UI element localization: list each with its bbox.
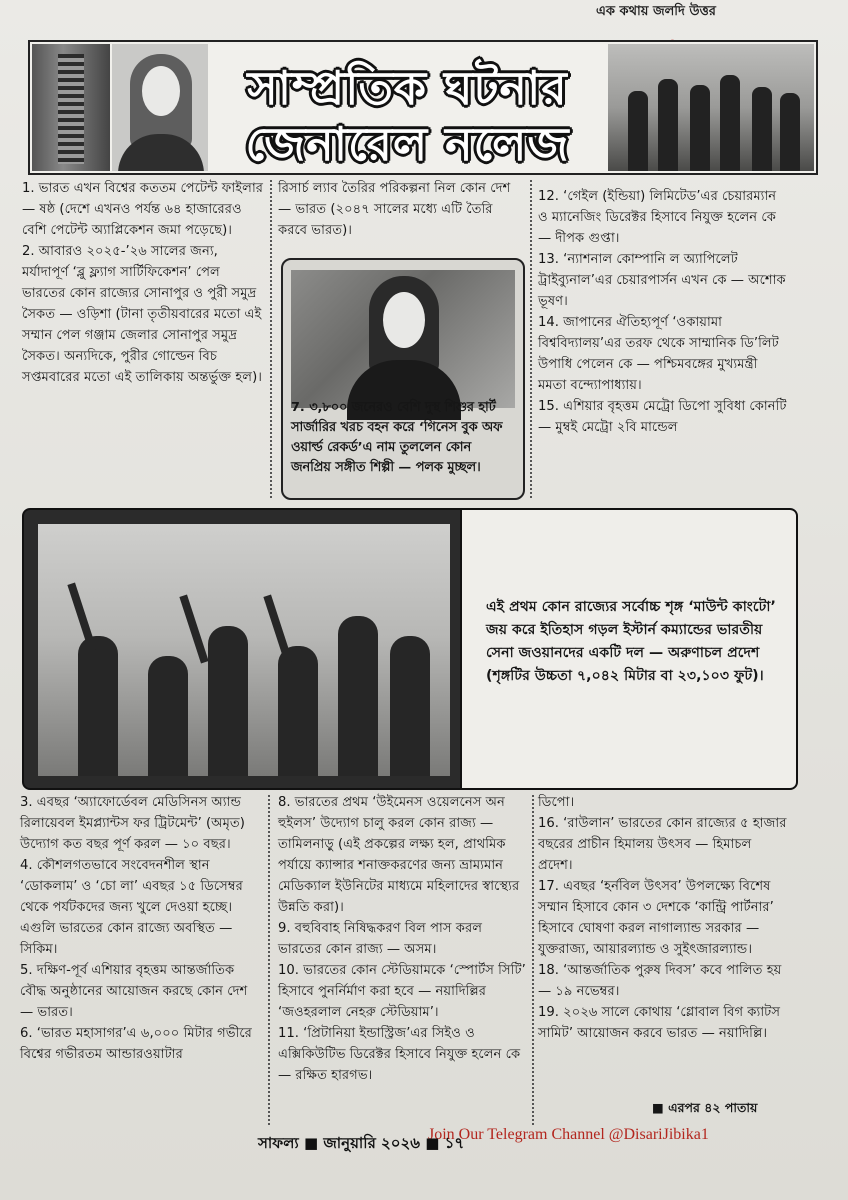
column-divider	[268, 795, 270, 1125]
column-divider	[532, 795, 534, 1125]
banner-title-line2: জেনারেল নলেজ	[245, 117, 570, 171]
singer-photo	[291, 270, 515, 408]
portrait-photo	[112, 44, 208, 171]
feature-question: এই প্রথম কোন রাজ্যের সর্বোচ্চ শৃঙ্গ ‘মাউন্ট কাংটো’ জয় করে ইতিহাস গড়ল ইস্টার্ন কম্যান্ডের ভারতীয় সেনা জওয়ানদের একটি দল — অরুণাচল প্রদেশ (শৃঙ্গটির উচ্চতা ৭,০৪২ মিটার বা ২৩,১০৩ ফুট)।	[486, 599, 776, 684]
bottom-column-1	[20, 792, 262, 1065]
question-13: 13. ‘ন্যাশনাল কোম্পানি ল অ্যাপিলেট ট্রাইব্যুনাল’এর চেয়ারপার্সন এখন কে — অশোক ভূষণ।	[538, 252, 786, 309]
question-4: 4. কৌশলগতভাবে সংবেদনশীল স্থান ‘ডোকলাম’ ও ‘চো লা’ এবছর ১৫ ডিসেম্বর থেকে পর্যটকদের জন্য খুলে দেওয়া হচ্ছে। এগুলি ভারতের কোন রাজ্যে অবস্থিত — সিকিম।	[20, 858, 243, 957]
question-19: 19. ২০২৬ সালে কোথায় ‘গ্লোবাল বিগ ক্যাটস সামিট’ আয়োজন করবে ভারত — নয়াদিল্লি।	[538, 1005, 781, 1041]
section-tagline: এক কথায় জলদি উত্তর	[596, 4, 716, 19]
question-15: 15. এশিয়ার বৃহত্তম মেট্রো ডিপো সুবিধা কোনটি — মুম্বই মেট্রো ২বি মান্ডেল	[538, 399, 787, 435]
question-1: 1. ভারত এখন বিশ্বের কততম পেটেন্ট ফাইলার — ষষ্ঠ (দেশে এখনও পর্যন্ত ৬৪ হাজারেরও বেশি পেটেন্ট অ্যাপ্লিকেশন জমা পড়েছে)।	[22, 181, 264, 238]
soldiers-photo-small	[608, 44, 814, 171]
question-6-continued: রিসার্চ ল্যাব তৈরির পরিকল্পনা নিল কোন দেশ — ভারত (২০৪৭ সালের মধ্যে এটি তৈরি করবে ভারত)।	[278, 181, 511, 238]
question-11: 11. ‘প্রিটানিয়া ইন্ডাস্ট্রিজ’এর সিইও ও এক্সিকিউটিভ ডিরেক্টর হিসাবে নিযুক্ত হলেন কে — রক্ষিত হারগভ।	[278, 1026, 521, 1083]
building-photo	[32, 44, 110, 171]
question-6: 6. ‘ভারত মহাসাগর’এ ৬,০০০ মিটার গভীরে বিশ্বের গভীরতম আন্ডারওয়াটার	[20, 1026, 252, 1062]
question-2: 2. আবারও ২০২৫-’২৬ সালের জন্য, মর্যাদাপূর্ণ ‘ব্লু ফ্ল্যাগ সার্টিফিকেশন’ পেল ভারতের কোন রাজ্যের সোনাপুর ও পুরী সমুদ্র সৈকত — ওড়িশা (টানা তৃতীয়বারের মতো এই সম্মান পেল গঞ্জাম জেলার সোনাপুর সমুদ্র সৈকত। অন্যদিকে, পুরীর গোল্ডেন বিচ সপ্তমবারের মতো এই তালিকায় অন্তর্ভুক্ত হল)।	[22, 244, 262, 385]
question-18: 18. ‘আন্তর্জাতিক পুরুষ দিবস’ কবে পালিত হয় — ১৯ নভেম্বর।	[538, 963, 782, 999]
question-7: 7. ৩,৮০০ জনেরও বেশি দুস্থ শিশুর হার্ট সার্জারির খরচ বহন করে ‘গিনেস বুক অফ ওয়ার্ল্ড রেকর্ড’এ নাম তুললেন কোন জনপ্রিয় সঙ্গীত শিল্পী — পলক মুচ্ছল।	[291, 400, 503, 475]
page-footer: সাফল্য ■ জানুয়ারি ২০২৬ ■ ১৭	[258, 1134, 465, 1152]
bottom-column-3	[538, 792, 790, 1044]
title-banner	[28, 40, 818, 175]
telegram-watermark-bottom: Join Our Telegram Channel @DisariJibika1	[428, 1126, 709, 1143]
question-10: 10. ভারতের কোন স্টেডিয়ামকে ‘স্পোর্টস সিটি’ হিসাবে পুনর্নির্মাণ করা হবে — নয়াদিল্লির ‘জওহরলাল নেহরু স্টেডিয়াম’।	[278, 963, 526, 1020]
question-8: 8. ভারতের প্রথম ‘উইমেনস ওয়েলনেস অন হুইলস’ উদ্যোগ চালু করল কোন রাজ্য — তামিলনাড়ু (এই প্রকল্পের লক্ষ্য হল, প্রাথমিক পর্যায়ে ক্যান্সার শনাক্তকরণের জন্য ভ্রাম্যমান মেডিক্যাল ইউনিটের মাধ্যমে মহিলাদের স্বাস্থ্যের উন্নতি করা)।	[278, 795, 520, 915]
soldiers-photo	[38, 524, 450, 776]
singer-photo-box	[281, 258, 525, 500]
banner-title-line1: সাম্প্রতিক ঘটনার	[247, 61, 568, 115]
feature-text-panel	[460, 510, 798, 788]
bottom-column-2	[278, 792, 528, 1086]
question-12: 12. ‘গেইল (ইন্ডিয়া) লিমিটেড’এর চেয়ারম্যান ও ম্যানেজিং ডিরেক্টর হিসাবে নিযুক্ত হলেন কে — দীপক গুপ্তা।	[538, 189, 777, 246]
feature-box	[22, 508, 798, 790]
column-divider	[270, 180, 272, 498]
continued-note: ■ এরপর ৪২ পাতায়	[652, 1100, 758, 1115]
question-3: 3. এবছর ‘অ্যাফোর্ডেবল মেডিসিনস অ্যান্ড রিলায়েবল ইমপ্ল্যান্টস ফর ট্রিটমেন্ট’ (অমৃত) উদ্যোগ কত বছর পূর্ণ করল — ১০ বছর।	[20, 795, 245, 852]
top-column-3	[538, 186, 788, 438]
top-column-1	[22, 178, 264, 388]
banner-title	[210, 44, 605, 171]
question-17: 17. এবছর ‘হর্নবিল উৎসব’ উপলক্ষ্যে বিশেষ সম্মান হিসাবে কোন ৩ দেশকে ‘কান্ট্রি পার্টনার’ হিসাবে ঘোষণা করল নাগাল্যান্ড সরকার — যুক্তরাজ্য, আয়ারল্যান্ড ও সুইৎজারল্যান্ড।	[538, 879, 774, 957]
question-16: 16. ‘রাউলান’ ভারতের কোন রাজ্যের ৫ হাজার বছরের প্রাচীন হিমালয় উৎসব — হিমাচল প্রদেশ।	[538, 816, 787, 873]
question-14: 14. জাপানের ঐতিহ্যপূর্ণ ‘ওকায়ামা বিশ্ববিদ্যালয়’এর তরফ থেকে সাম্মানিক ডি’লিট উপাধি পেলেন কে — পশ্চিমবঙ্গের মুখ্যমন্ত্রী মমতা বন্দ্যোপাধ্যায়।	[538, 315, 779, 393]
question-9: 9. বহুবিবাহ নিষিদ্ধকরণ বিল পাস করল ভারতের কোন রাজ্য — অসম।	[278, 921, 483, 957]
column-divider	[530, 180, 532, 498]
question-5: 5. দক্ষিণ-পূর্ব এশিয়ার বৃহত্তম আন্তর্জাতিক বৌদ্ধ অনুষ্ঠানের আয়োজন করছে কোন দেশ — ভারত।	[20, 963, 248, 1020]
top-column-2	[278, 178, 520, 241]
question-15-continued: ডিপো।	[538, 795, 575, 810]
